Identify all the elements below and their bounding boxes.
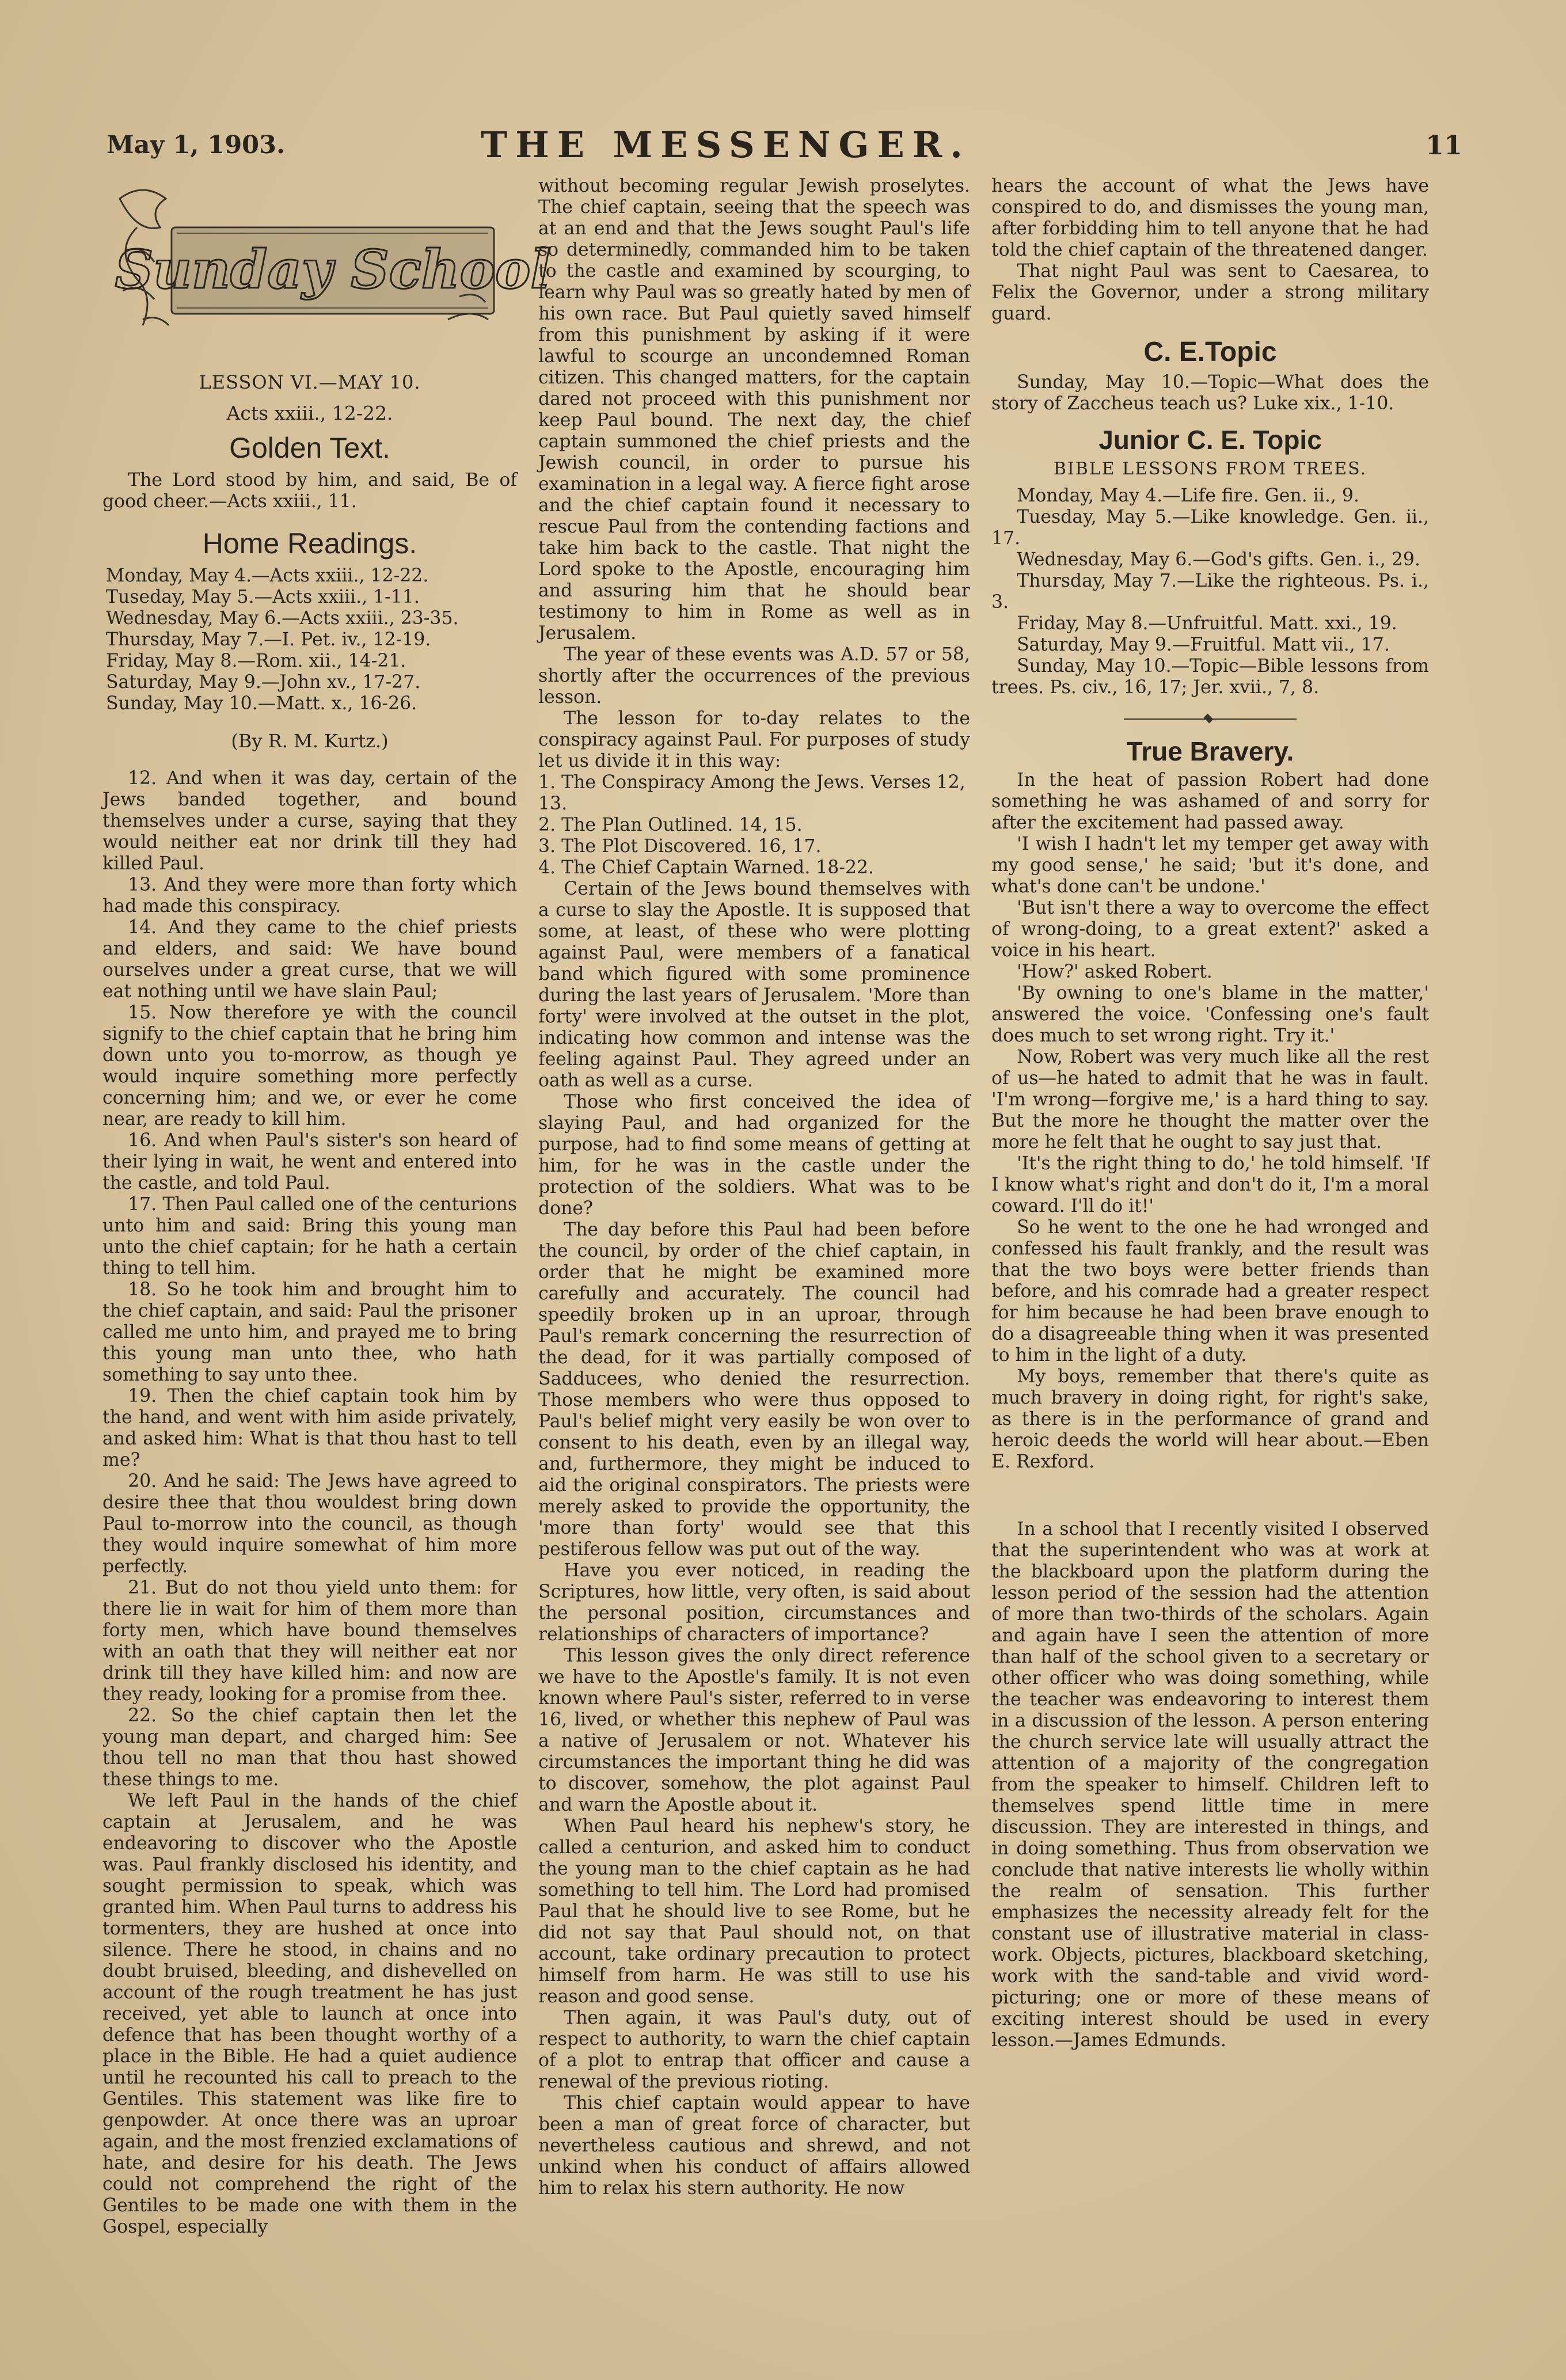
verse-paragraph: 16. And when Paul's sister's son heard of their lying in wait, he went and entered into the castle, and told Paul. [102, 1130, 517, 1193]
list-item: Monday, May 4.—Acts xxiii., 12-22. [106, 565, 429, 586]
commentary-paragraph: hears the account of what the Jews have conspired to do, and dismisses the young man, after forbidding him to tell anyone that he had told the chief captain of the threatened danger. [991, 176, 1429, 260]
list-item: Saturday, May 9.—Fruitful. Matt vii., 17. [1017, 634, 1390, 655]
verse-paragraph: 12. And when it was day, certain of the Jews banded together, and bound themselves under a curse, saying that they would neither eat nor drink till they had killed Paul. [102, 768, 517, 874]
list-item: Tuesday, May 5.—Like knowledge. Gen. ii., 17. [991, 507, 1429, 549]
issue-date: May 1, 1903. [107, 131, 285, 159]
sunday-school-masthead [102, 176, 551, 343]
page-header [107, 124, 1462, 176]
verse-paragraph: 22. So the chief captain then let the young man depart, and charged him: See thou tell no man that thou hast showed these things to me. [102, 1705, 517, 1790]
commentary-paragraph: without becoming regular Jewish proselytes. The chief captain, seeing that the speech was at an end and that the Jews sought Paul's life so determinedly, commanded him to be taken to the castle and examined by scourging, to learn why Paul was so greatly hated by men of his own race. But Paul quietly saved himself from this punishment by asking if it were lawful to scourge an uncondemned Roman citizen. This changed matters, for the captain dared not proceed with this punishment nor keep Paul bound. The next day, the chief captain summoned the chief priests and the Jewish council, in order to pursue his examination in a legal way. A fierce fight arose and the chief captain found it necessary to rescue Paul from the contending factions and take him back to the castle. That night the Lord spoke to the Apostle, encouraging him and assuring him that he should bear testimony to him in Rome as well as in Jerusalem. [538, 176, 970, 644]
lesson-reference: Acts xxiii., 12-22. [226, 402, 393, 424]
story-paragraph: 'But isn't there a way to overcome the effect of wrong-doing, to a great extent?' asked a voice in his heart. [991, 898, 1429, 961]
page-number: 11 [1425, 130, 1462, 161]
lesson-outline [538, 772, 970, 879]
story-paragraph: 'How?' asked Robert. [1017, 961, 1212, 982]
masthead-text: Sunday School [115, 238, 551, 301]
golden-text: The Lord stood by him, and said, Be of good cheer.—Acts xxiii., 11. [102, 470, 517, 512]
home-readings-list [102, 565, 517, 714]
commentary-paragraph: Then again, it was Paul's duty, out of respect to authority, to warn the chief captain of a plot to entrap that officer and cause a renewal of the previous rioting. [538, 2008, 970, 2092]
column-2 [538, 176, 970, 2199]
list-item: 4. The Chief Captain Warned. 18-22. [538, 857, 875, 878]
ce-topic-text: Sunday, May 10.—Topic—What does the story of Zaccheus teach us? Luke xix., 1-10. [991, 372, 1429, 414]
commentary-paragraph: Certain of the Jews bound themselves with a curse to slay the Apostle. It is supposed that some, at least, of these who were plotting against Paul, were members of a fanatical band which figured with some prominence during the last years of Jerusalem. 'More than forty' were involved at the outset in the plot, indicating how common and intense was the feeling against Paul. They agreed under an oath as well as a curse. [538, 879, 970, 1091]
commentary-paragraph: Those who first conceived the idea of slaying Paul, and had organized for the purpose, had to find some means of getting at him, for he was in the castle under the protection of the soldiers. What was to be done? [538, 1092, 970, 1219]
school-paragraph: In a school that I recently visited I observed that the superintendent who was at work at the blackboard upon the platform during the lesson period of the session had the attention of more than two-thirds of the scholars. Again and again have I seen the attention of more than half of the school given to a secretary or other officer who was doing something, while the teacher was endeavoring to interest them in a discussion of the lesson. A person entering the church service late will usually attract the attention of a majority of the congregation from the speaker to himself. Children left to themselves spend little time in mere discussion. They are interested in things, and in doing something. Thus from observation we conclude that native interests lie wholly within the realm of sensation. This further emphasizes the necessity already felt for the constant use of illustrative material in class-work. Objects, pictures, blackboard sketching, work with the sand-table and vivid word-picturing; one or more of these means of exciting interest should be used in every lesson.—James Edmunds. [991, 1519, 1429, 2051]
story-paragraph: 'I wish I hadn't let my temper get away with my good sense,' he said; 'but it's done, and what's done can't be undone.' [991, 834, 1429, 897]
list-item: Wednesday, May 6.—God's gifts. Gen. i., 29. [1017, 549, 1420, 570]
story-paragraph: 'By owning to one's blame in the matter,' answered the voice. 'Confessing one's fault does much to set wrong right. Try it.' [991, 983, 1429, 1046]
column-1 [102, 176, 551, 2238]
golden-text-heading: Golden Text. [229, 432, 390, 464]
list-item: Thursday, May 7.—I. Pet. iv., 12-19. [106, 629, 431, 650]
list-item: Monday, May 4.—Life fire. Gen. ii., 9. [1017, 485, 1359, 506]
verse-paragraph: 21. But do not thou yield unto them: for there lie in wait for him of them more than forty men, which have bound themselves with an oath that they will neither eat nor drink till they have killed him: and now are they ready, looking for a promise from thee. [102, 1577, 517, 1705]
commentary-paragraph: That night Paul was sent to Caesarea, to Felix the Governor, under a strong military guard. [991, 261, 1429, 324]
section-divider [1124, 713, 1297, 725]
lesson-number: LESSON VI.—MAY 10. [199, 371, 421, 393]
junior-ce-subheading: BIBLE LESSONS FROM TREES. [1053, 459, 1367, 479]
list-item: 2. The Plan Outlined. 14, 15. [538, 815, 803, 835]
verse-paragraph: 13. And they were more than forty which had made this conspiracy. [102, 875, 517, 917]
list-item: Thursday, May 7.—Like the righteous. Ps. i., 3. [991, 571, 1429, 613]
commentary-paragraph: The day before this Paul had been before the council, by order of the chief captain, in order that he might be examined more carefully and accurately. The council had speedily broken up in an uproar, through Paul's remark concerning the resurrection of the dead, for it was partially composed of Sadducees, who denied the resurrection. Those members who were thus opposed to Paul's belief might very easily be won over to consent to his death, even by an illegal way, and, furthermore, they might be induced to aid the original conspirators. The priests were merely asked to provide the opportunity, the 'more than forty' would see that this pestiferous fellow was put out of the way. [538, 1219, 970, 1560]
junior-ce-heading: Junior C. E. Topic [1099, 425, 1322, 455]
commentary-paragraph: This chief captain would appear to have been a man of great force of character, but nevertheless cautious and shrewd, and not unkind when his conduct of affairs allowed him to relax his stern authority. He now [538, 2093, 970, 2199]
verse-paragraph: 15. Now therefore ye with the council signify to the chief captain that he bring him down unto you to-morrow, as though ye would inquire something more perfectly concerning him; and we, or ever he come near, are ready to kill him. [102, 1002, 517, 1130]
commentary-paragraph: The lesson for to-day relates to the conspiracy against Paul. For purposes of study let us divide it in this way: [538, 708, 970, 771]
list-item: 1. The Conspiracy Among the Jews. Verses 12, 13. [538, 772, 966, 814]
story-paragraph: Now, Robert was very much like all the rest of us—he hated to admit that he was in fault. 'I'm wrong—forgive me,' is a hard thing to say. But the more he thought the matter over the more he felt that he ought to say just that. [991, 1047, 1429, 1153]
ce-topic-heading: C. E.Topic [1143, 337, 1277, 367]
commentary-paragraph: When Paul heard his nephew's story, he called a centurion, and asked him to conduct the young man to the chief captain as he had something to tell him. The Lord had promised Paul that he should live to see Rome, but he did not say that Paul should not, on that account, take ordinary precaution to protect himself from harm. He was still to use his reason and good sense. [538, 1816, 970, 2007]
commentary-paragraph: We left Paul in the hands of the chief captain at Jerusalem, and he was endeavoring to discover who the Apostle was. Paul frankly disclosed his identity, and sought permission to speak, which was granted him. When Paul turns to address his tormenters, they are hushed at once into silence. There he stood, in chains and no doubt bruised, bleeding, and dishevelled on account of the rough treatment he has just received, yet able to launch at once into defence that has been thought worthy of a place in the Bible. He had a quiet audience until he recounted his call to preach to the Gentiles. This statement was like fire to genpowder. At once there was an uproar again, and the most frenzied exclamations of hate, and desire for his death. The Jews could not comprehend the right of the Gentiles to be made one with them in the Gospel, especially [102, 1790, 517, 2237]
list-item: 3. The Plot Discovered. 16, 17. [538, 836, 822, 857]
list-item: Sunday, May 10.—Matt. x., 16-26. [106, 693, 417, 714]
commentary-paragraph: Have you ever noticed, in reading the Scriptures, how little, very often, is said about the personal position, circumstances and relationships of characters of importance? [538, 1560, 970, 1645]
list-item: Tuseday, May 5.—Acts xxiii., 1-11. [106, 587, 420, 607]
list-item: Saturday, May 9.—John xv., 17-27. [106, 672, 421, 693]
story-paragraph: 'It's the right thing to do,' he told himself. 'If I know what's right and don't do it, I'm a moral coward. I'll do it!' [991, 1153, 1429, 1216]
list-item: Friday, May 8.—Unfruitful. Matt. xxi., 19. [1017, 613, 1397, 634]
byline: (By R. M. Kurtz.) [231, 730, 389, 752]
story-paragraph: So he went to the one he had wronged and confessed his fault frankly, and the result was that the two boys were better friends than before, and his comrade had a greater respect for him because he had been brave enough to do a disagreeable thing when it was presented to him in the light of a duty. [991, 1217, 1429, 1366]
verse-paragraph: 20. And he said: The Jews have agreed to desire thee that thou wouldest bring down Paul to-morrow into the council, as though they would inquire somewhat of him more perfectly. [102, 1471, 517, 1577]
commentary-paragraph: The year of these events was A.D. 57 or 58, shortly after the occurrences of the previous lesson. [538, 644, 970, 708]
column-3 [991, 176, 1429, 2051]
verse-paragraph: 17. Then Paul called one of the centurions unto him and said: Bring this young man unto the chief captain; for he hath a certain thing to tell him. [102, 1194, 517, 1279]
home-readings-heading: Home Readings. [202, 527, 417, 560]
story-paragraph: In the heat of passion Robert had done something he was ashamed of and sorry for after the excitement had passed away. [991, 770, 1429, 833]
verse-paragraph: 14. And they came to the chief priests and elders, and said: We have bound ourselves under a great curse, that we will eat nothing until we have slain Paul; [102, 917, 517, 1002]
story-paragraph: My boys, remember that there's quite as much bravery in doing right, for right's sake, as there is in the performance of grand and heroic deeds the world will hear about.—Eben E. Rexford. [991, 1366, 1429, 1472]
commentary-paragraph: This lesson gives the only direct reference we have to the Apostle's family. It is not even known where Paul's sister, referred to in verse 16, lived, or whether this nephew of Paul was a native of Jerusalem or not. Whatever his circumstances the important thing he did was to discover, somehow, the plot against Paul and warn the Apostle about it. [538, 1645, 970, 1815]
verse-paragraph: 19. Then the chief captain took him by the hand, and went with him aside privately, and asked him: What is that thou hast to tell me? [102, 1386, 517, 1470]
junior-topics-list [991, 485, 1429, 698]
list-item: Sunday, May 10.—Topic—Bible lessons from trees. Ps. civ., 16, 17; Jer. xvii., 7, 8. [991, 656, 1429, 698]
true-bravery-heading: True Bravery. [1126, 736, 1294, 766]
verse-paragraph: 18. So he took him and brought him to the chief captain, and said: Paul the prisoner called me unto him, and prayed me to bring this young man unto thee, who hath something to say unto thee. [102, 1279, 517, 1385]
publication-title: THE MESSENGER. [481, 124, 971, 166]
list-item: Friday, May 8.—Rom. xii., 14-21. [106, 651, 406, 671]
list-item: Wednesday, May 6.—Acts xxiii., 23-35. [106, 608, 459, 629]
